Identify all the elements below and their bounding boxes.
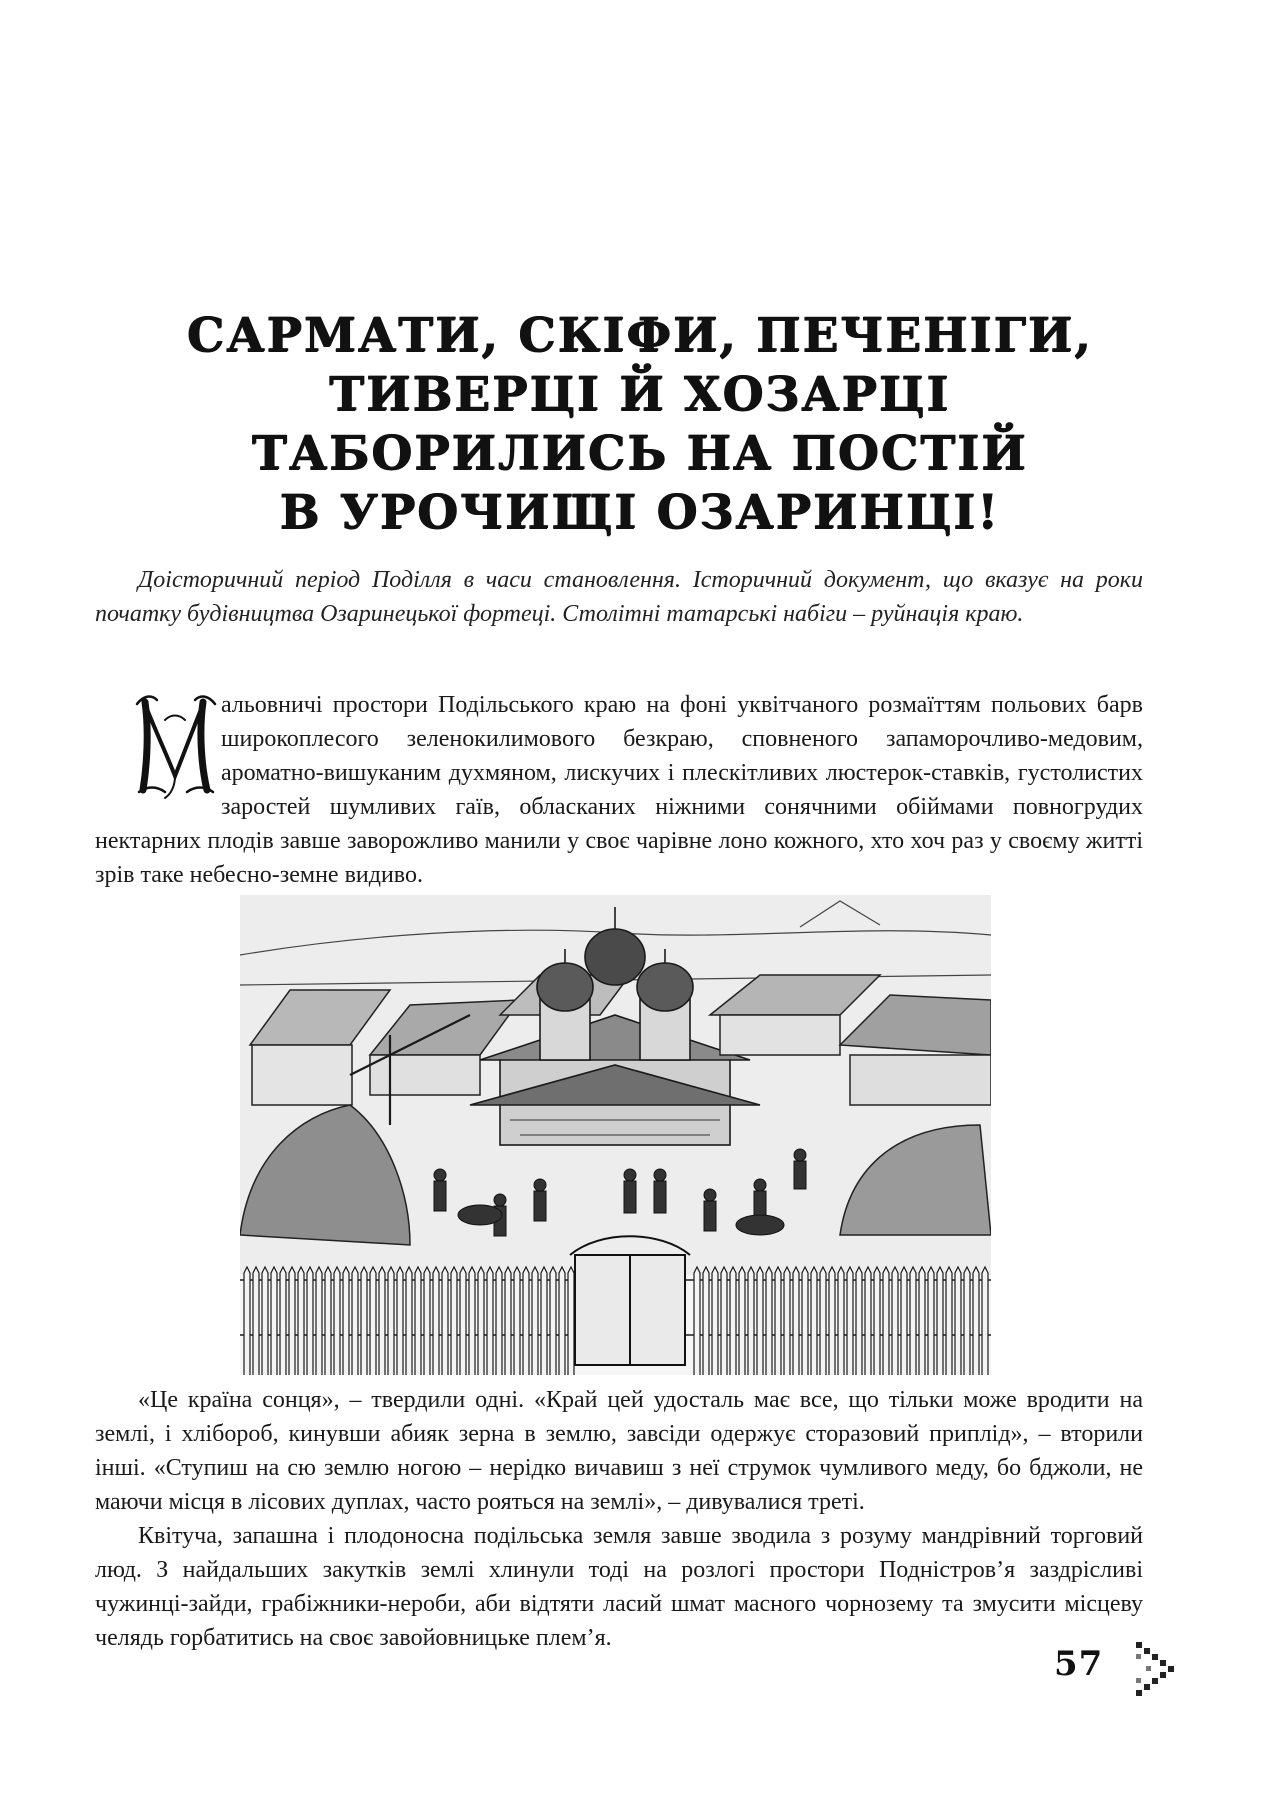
fence-picket — [982, 1267, 988, 1375]
fence-picket — [451, 1267, 457, 1375]
fence-picket — [964, 1267, 970, 1375]
fence-picket — [523, 1267, 529, 1375]
body-text — [95, 1383, 1143, 1655]
body-paragraph: «Це країна сонця», – твердили одні. «Край цей удосталь має все, що тільки може вродити на землі, і хлібороб, кинувши абияк зерна в землю, завсіди одержує сторазовий приплід», – вторили інші. «Ступиш на сю землю ногою – нерідко вичавиш з неї струмок чумливого меду, бо бджоли, не маючи місця в лісових дуплах, часто рояться на землі», – дивувалися треті. — [95, 1387, 1143, 1515]
fence-picket — [334, 1267, 340, 1375]
fence-picket — [694, 1267, 700, 1375]
fence-picket — [469, 1267, 475, 1375]
fence-picket — [424, 1267, 430, 1375]
fence-picket — [460, 1267, 466, 1375]
fence-picket — [370, 1267, 376, 1375]
page-number: 57 — [1054, 1644, 1104, 1684]
intro-paragraph — [95, 688, 1143, 892]
fence-picket — [910, 1267, 916, 1375]
title-line: САРМАТИ, СКІФИ, ПЕЧЕНІГИ, — [186, 308, 1093, 363]
fence-picket — [550, 1267, 556, 1375]
fence-picket — [316, 1267, 322, 1375]
fence-picket — [730, 1267, 736, 1375]
title-line: В УРОЧИЩІ ОЗАРИНЦІ! — [279, 485, 1000, 540]
fence-picket — [820, 1267, 826, 1375]
fence-picket — [505, 1267, 511, 1375]
fence-picket — [739, 1267, 745, 1375]
fence-picket — [352, 1267, 358, 1375]
fence-picket — [325, 1267, 331, 1375]
fence-picket — [973, 1267, 979, 1375]
fence-picket — [748, 1267, 754, 1375]
fence-picket — [874, 1267, 880, 1375]
fence-picket — [937, 1267, 943, 1375]
lead-paragraph: Доісторичний період Поділля в часи становлення. Історичний документ, що вказує на роки початку будівництва Озаринецької фортеці. Столітні татарські набіги – руйнація краю. — [95, 567, 1143, 627]
fence-picket — [928, 1267, 934, 1375]
fence-picket — [253, 1267, 259, 1375]
embroidery-ornament-icon — [1132, 1638, 1188, 1698]
fence-picket — [442, 1267, 448, 1375]
dropcap-letter — [135, 690, 217, 802]
fence-picket — [955, 1267, 961, 1375]
fence-picket — [271, 1267, 277, 1375]
fence-picket — [757, 1267, 763, 1375]
fence-picket — [721, 1267, 727, 1375]
chapter-title — [96, 306, 1183, 542]
fence-picket — [712, 1267, 718, 1375]
fence-picket — [289, 1267, 295, 1375]
fence-picket — [415, 1267, 421, 1375]
fence-picket — [784, 1267, 790, 1375]
fence-picket — [892, 1267, 898, 1375]
fence-picket — [901, 1267, 907, 1375]
fence-picket — [775, 1267, 781, 1375]
fence-picket — [919, 1267, 925, 1375]
fence-picket — [946, 1267, 952, 1375]
fence-picket — [496, 1267, 502, 1375]
fence-picket — [487, 1267, 493, 1375]
fence-picket — [244, 1267, 250, 1375]
fence-picket — [802, 1267, 808, 1375]
fence-picket — [541, 1267, 547, 1375]
fence-picket — [856, 1267, 862, 1375]
fence-picket — [307, 1267, 313, 1375]
title-line: ТАБОРИЛИСЬ НА ПОСТІЙ — [251, 426, 1028, 481]
village-sketch-illustration — [240, 895, 991, 1375]
fence-picket — [280, 1267, 286, 1375]
fence-picket — [703, 1267, 709, 1375]
body-paragraph: Квітуча, запашна і плодоносна подільська земля завше зводила з розуму мандрівний торговий люд. З найдальших закутків землі хлинули тоді на розлогі простори Подністров’я заздрісливі чужинці-зайди, грабіжники-нероби, аби відтяти ласий шмат масного чорнозему та змусити місцеву челядь горбатитись на своє завойовницьке плем’я. — [95, 1523, 1143, 1651]
fence-picket — [838, 1267, 844, 1375]
fence-picket — [514, 1267, 520, 1375]
fence-picket — [883, 1267, 889, 1375]
fence-picket — [829, 1267, 835, 1375]
fence-picket — [478, 1267, 484, 1375]
fence-picket — [766, 1267, 772, 1375]
fence-picket — [397, 1267, 403, 1375]
fence-picket — [433, 1267, 439, 1375]
fence-picket — [262, 1267, 268, 1375]
fence-picket — [379, 1267, 385, 1375]
fence-picket — [811, 1267, 817, 1375]
title-line: ТИВЕРЦІ Й ХОЗАРЦІ — [328, 367, 951, 422]
fence-picket — [298, 1267, 304, 1375]
fence-picket — [793, 1267, 799, 1375]
fence-picket — [388, 1267, 394, 1375]
intro-paragraph-text: альовничі простори Подільського краю на фоні уквітчаного розмаїттям польових барв широкоплесого зеленокилимового безкраю, сповненого запаморочливо-медовим, ароматно-вишуканим духмяном, лискучих і плескітливих люстерок-ставків, густолистих заростей шумливих гаїв, обласканих ніжними сонячними обіймами повногрудих нектарних плодів завше заворожливо манили у своє чарівне лоно кожного, хто хоч раз у своєму житті зрів таке небесно-земне видиво. — [95, 692, 1143, 888]
fence-picket — [532, 1267, 538, 1375]
fence-picket — [361, 1267, 367, 1375]
fence-picket — [847, 1267, 853, 1375]
fence-picket — [559, 1267, 565, 1375]
fence-picket — [343, 1267, 349, 1375]
fence-picket — [406, 1267, 412, 1375]
fence-picket — [865, 1267, 871, 1375]
fence-picket — [568, 1267, 574, 1375]
